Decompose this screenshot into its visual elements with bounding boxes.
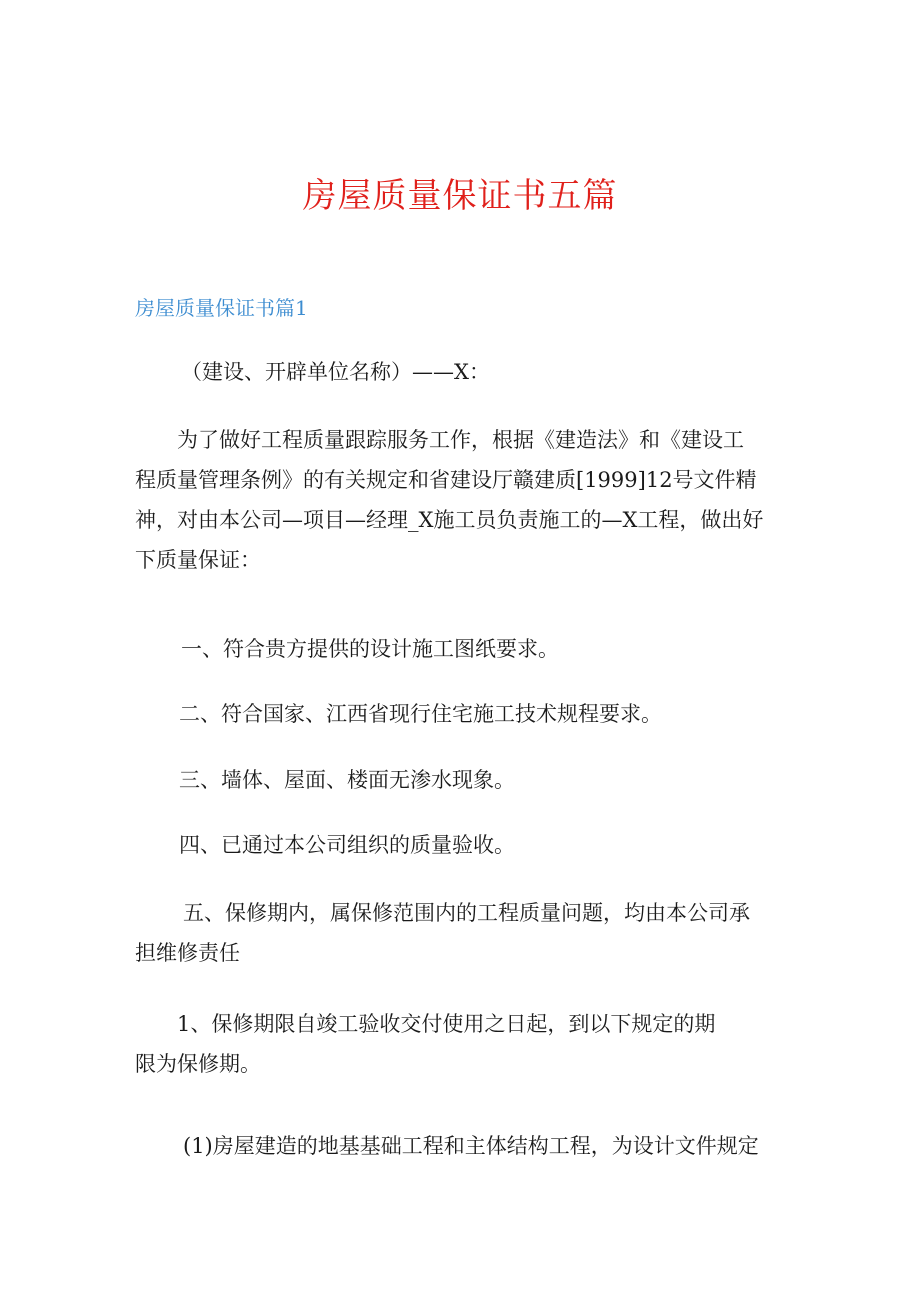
item-line: 一、符合贵方提供的设计施工图纸要求。 xyxy=(181,637,559,661)
item-line: 四、已通过本公司组织的质量验收。 xyxy=(179,833,515,857)
item-line: 二、符合国家、江西省现行住宅施工技术规程要求。 xyxy=(179,702,662,726)
item-line: 担维修责任 xyxy=(135,941,240,965)
item-line: 1、保修期限自竣工验收交付使用之日起，到以下规定的期 xyxy=(177,1012,716,1036)
item-paragraph xyxy=(135,825,795,865)
intro-line: 下质量保证： xyxy=(135,548,261,572)
item-line: 限为保修期。 xyxy=(135,1052,261,1076)
item-line: (1)房屋建造的地基基础工程和主体结构工程，为设计文件规定 xyxy=(183,1134,759,1158)
intro-line: 程质量管理条例》的有关规定和省建设厅赣建质[1999]12号文件精 xyxy=(135,468,757,492)
item-paragraph xyxy=(135,1004,795,1084)
item-paragraph xyxy=(135,694,795,734)
item-paragraph xyxy=(135,1126,795,1166)
addressee-paragraph xyxy=(135,352,795,392)
addressee-line: （建设、开辟单位名称）——X： xyxy=(181,360,490,384)
intro-line: 为了做好工程质量跟踪服务工作，根据《建造法》和《建设工 xyxy=(177,428,744,452)
document-title: 房屋质量保证书五篇 xyxy=(302,176,618,216)
item-line: 五、保修期内，属保修范围内的工程质量问题，均由本公司承 xyxy=(183,901,750,925)
item-line: 三、墙体、屋面、楼面无渗水现象。 xyxy=(179,768,515,792)
item-paragraph xyxy=(135,893,795,973)
item-paragraph xyxy=(135,760,795,800)
section-heading: 房屋质量保证书篇1 xyxy=(135,296,308,320)
intro-line: 神，对由本公司—项目—经理_X施工员负责施工的—X工程，做出好 xyxy=(135,508,764,532)
item-paragraph xyxy=(135,629,795,669)
intro-paragraph xyxy=(135,420,795,580)
